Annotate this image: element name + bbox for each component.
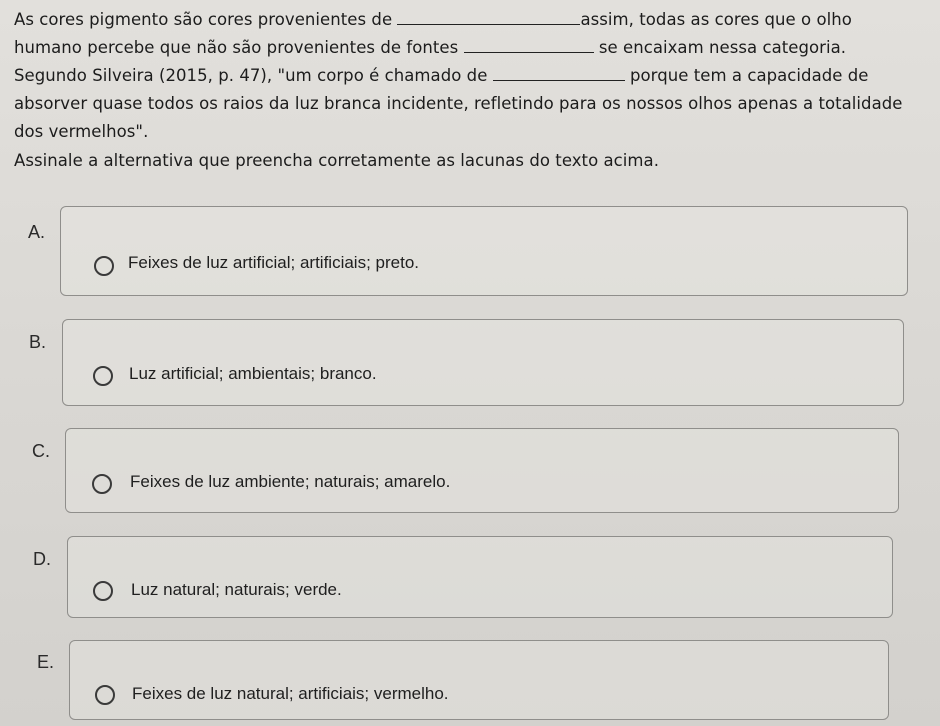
option-d[interactable]	[67, 536, 893, 618]
option-e-label: Feixes de luz natural; artificiais; vermelho.	[132, 684, 449, 703]
question-line-1	[14, 6, 936, 34]
question-line-2-start: humano percebe que não são provenientes de fontes	[14, 38, 459, 57]
option-a[interactable]	[60, 206, 908, 296]
question-line-1-end: assim, todas as cores que o olho	[580, 10, 852, 29]
option-a-label: Feixes de luz artificial; artificiais; preto.	[128, 253, 419, 272]
blank-3	[493, 65, 625, 81]
option-b[interactable]	[62, 319, 904, 406]
question-line-3	[14, 62, 936, 90]
question-line-2	[14, 34, 936, 62]
question-line-1-start: As cores pigmento são cores provenientes de	[14, 10, 393, 29]
option-c-label: Feixes de luz ambiente; naturais; amarelo.	[130, 472, 451, 491]
question-line-3-end: porque tem a capacidade de	[630, 66, 869, 85]
option-a-letter: A.	[28, 222, 46, 242]
question-line-5: dos vermelhos".	[14, 122, 149, 141]
option-b-label: Luz artificial; ambientais; branco.	[129, 364, 377, 383]
option-c-letter: C.	[32, 441, 50, 461]
blank-2	[464, 37, 594, 53]
question-prompt: Assinale a alternativa que preencha corretamente as lacunas do texto acima.	[14, 151, 660, 170]
option-e-radio[interactable]	[95, 685, 115, 705]
option-a-radio[interactable]	[94, 256, 114, 276]
question-line-2-end: se encaixam nessa categoria.	[598, 38, 847, 57]
option-c[interactable]	[65, 428, 899, 513]
option-b-radio[interactable]	[93, 366, 113, 386]
option-d-label: Luz natural; naturais; verde.	[131, 580, 342, 599]
question-line-3-start: Segundo Silveira (2015, p. 47), "um corpo é chamado de	[14, 66, 488, 85]
option-d-radio[interactable]	[93, 581, 113, 601]
question-text	[14, 6, 936, 175]
blank-1	[397, 9, 580, 25]
option-e-letter: E.	[37, 652, 55, 672]
question-line-4: absorver quase todos os raios da luz branca incidente, refletindo para os nossos olhos apenas a totalidade	[14, 94, 903, 113]
option-e[interactable]	[69, 640, 889, 720]
option-c-radio[interactable]	[92, 474, 112, 494]
option-d-letter: D.	[33, 549, 51, 569]
option-b-letter: B.	[29, 332, 47, 352]
